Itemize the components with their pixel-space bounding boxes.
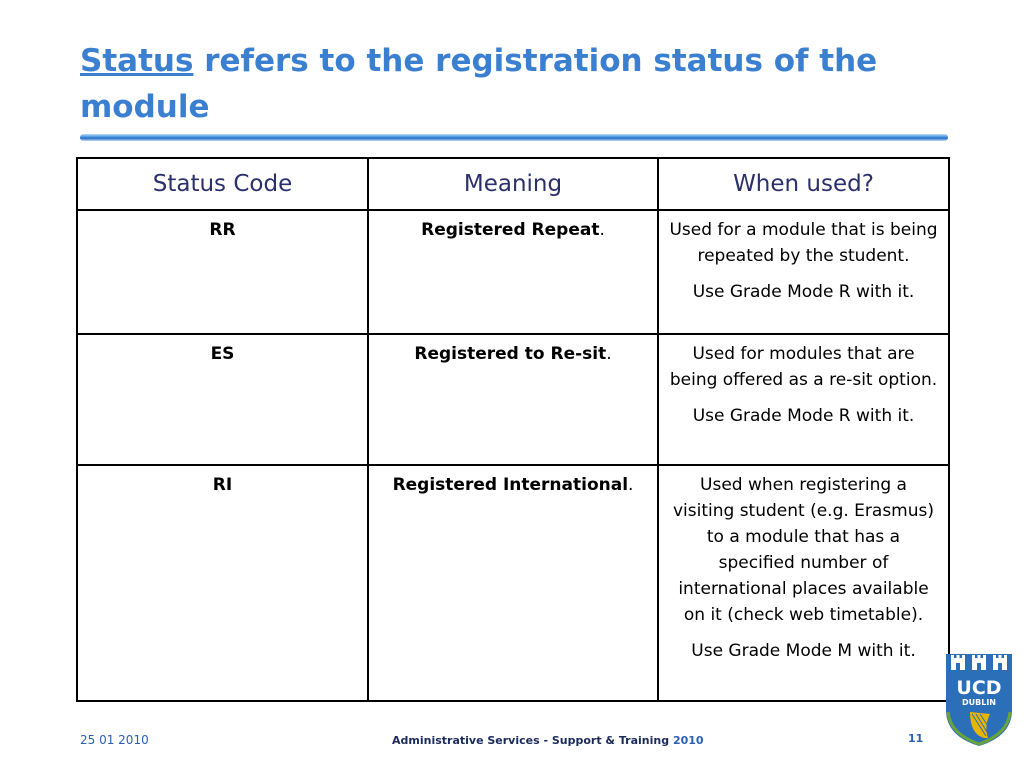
meaning-suffix: .: [628, 475, 634, 495]
usage-text: Used for modules that are being offered as a re-sit option.: [669, 344, 938, 390]
ucd-crest-logo: [944, 652, 1014, 748]
meaning-suffix: .: [599, 220, 605, 240]
when-used-cell: [658, 210, 949, 334]
table-row: [77, 210, 949, 334]
status-code-cell: RR: [77, 210, 368, 334]
footer-year: 2010: [672, 734, 704, 747]
when-used-cell: [658, 334, 949, 465]
grade-mode-text: Use Grade Mode M with it.: [691, 641, 916, 661]
meaning-suffix: .: [606, 344, 612, 364]
meaning-text: Registered to Re-sit: [414, 344, 607, 364]
usage-text: Used when registering a visiting student (e.g. Erasmus) to a module that has a specified number of international places available on it (check web timetable).: [672, 475, 935, 625]
title-divider: [80, 134, 948, 141]
title-rest: refers to the registration status of the module: [80, 43, 878, 125]
header-status-code: Status Code: [77, 158, 368, 210]
header-meaning: Meaning: [368, 158, 658, 210]
status-table: [76, 157, 950, 702]
meaning-cell: [368, 465, 658, 701]
grade-mode-text: Use Grade Mode R with it.: [692, 406, 915, 426]
usage-text: Used for a module that is being repeated by the student.: [669, 220, 938, 266]
table-row: [77, 465, 949, 701]
header-when-used: When used?: [658, 158, 949, 210]
logo-dublin-text: DUBLIN: [961, 698, 997, 707]
table-header-row: [77, 158, 949, 210]
title-keyword: Status: [80, 43, 194, 79]
status-code-cell: ES: [77, 334, 368, 465]
meaning-cell: [368, 334, 658, 465]
when-used-cell: [658, 465, 949, 701]
slide-title: [80, 38, 960, 130]
logo-ucd-text: UCD: [956, 677, 1002, 699]
grade-mode-text: Use Grade Mode R with it.: [692, 282, 915, 302]
footer-center-text: Administrative Services - Support & Training: [392, 734, 670, 747]
meaning-text: Registered International: [392, 475, 629, 495]
meaning-cell: [368, 210, 658, 334]
page-number: 11: [908, 732, 924, 745]
table-row: [77, 334, 949, 465]
status-code-cell: RI: [77, 465, 368, 701]
footer-center: [392, 734, 704, 747]
footer-date: 25 01 2010: [80, 733, 149, 747]
meaning-text: Registered Repeat: [421, 220, 600, 240]
